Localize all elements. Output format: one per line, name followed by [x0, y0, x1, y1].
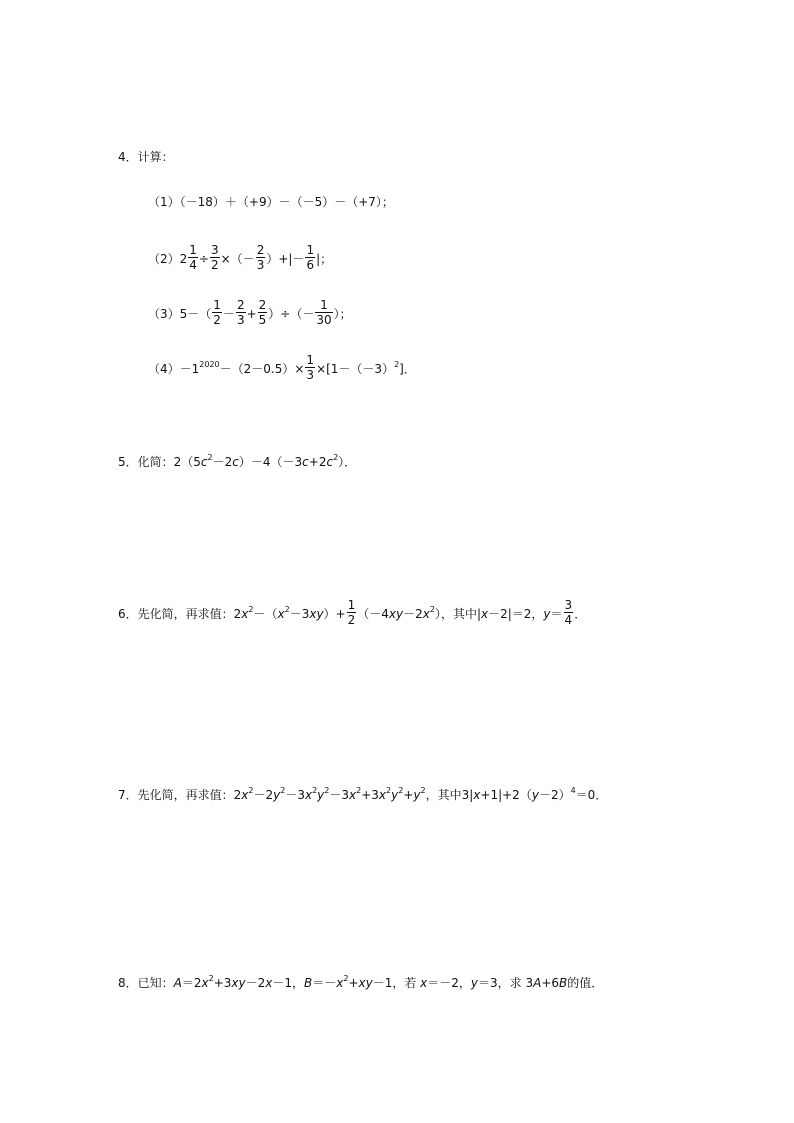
- q5: 5．化简：$2(5c^2-2c)-4(-3c+2c^2)$．: [118, 453, 357, 469]
- q6: 6．先化简，再求值：$2x^2-(x^2-3xy)+$ $\frac{1}{2}$ $(-4xy-2x^2)$，其中|x－2|＝2，y＝ $\frac{3}{4}$ ．: [118, 598, 587, 627]
- fraction: $\frac{1}{30}$: [316, 298, 332, 327]
- fraction: $\frac{2}{3}$: [256, 243, 265, 272]
- q4-part2: （2）2 $\frac{1}{4}$ ÷ $\frac{3}{2}$ ×（－ $\frac{2}{3}$ ）+|－ $\frac{1}{6}$ |；: [148, 243, 333, 272]
- fraction: $\frac{3}{4}$: [564, 598, 573, 627]
- q4-part3: （3）5－（ $\frac{1}{2}$ － $\frac{2}{3}$ + $\frac{2}{5}$ ）÷（－ $\frac{1}{30}$ ）；: [148, 298, 352, 327]
- part-label: （2）: [148, 252, 180, 266]
- fraction: $\frac{1}{6}$: [306, 243, 315, 272]
- q4-part1: [148, 195, 394, 209]
- q4-part4: $(4)-1^{2020}-(2-0.5)\times$ $\frac{1}{3}$ $\times[1-(-3)^2]$．: [148, 353, 416, 382]
- fraction: $\frac{1}{2}$: [213, 298, 221, 327]
- part-label: （1）: [148, 195, 180, 209]
- fraction: $\frac{1}{4}$: [189, 243, 197, 272]
- q4-header: 4．计算：: [118, 150, 174, 164]
- fraction: $\frac{1}{2}$: [347, 598, 356, 627]
- part-label: （3）: [148, 307, 180, 321]
- q8: 8．已知：$A=2x^2+3xy-2x-1$，$B=-x^2+xy-1$，若 x＝－2，y＝3，求 3A+6B的值．: [118, 974, 604, 990]
- fraction: $\frac{1}{3}$: [306, 353, 315, 382]
- q7: 7．先化简，再求值：$2x^2-2y^2-3x^2y^2-3x^2+3x^2y^2+y^2$，其中$3|x+1|+2(y-2)^4=0$．: [118, 786, 608, 802]
- fraction: $\frac{2}{5}$: [258, 298, 267, 327]
- part-label: （4）: [148, 362, 180, 376]
- mixed-whole: 2: [179, 252, 188, 266]
- expression: （－18）＋（+9）－（－5）－（+7）；: [179, 195, 394, 209]
- fraction: $\frac{3}{2}$: [210, 243, 219, 272]
- fraction: $\frac{2}{3}$: [236, 298, 245, 327]
